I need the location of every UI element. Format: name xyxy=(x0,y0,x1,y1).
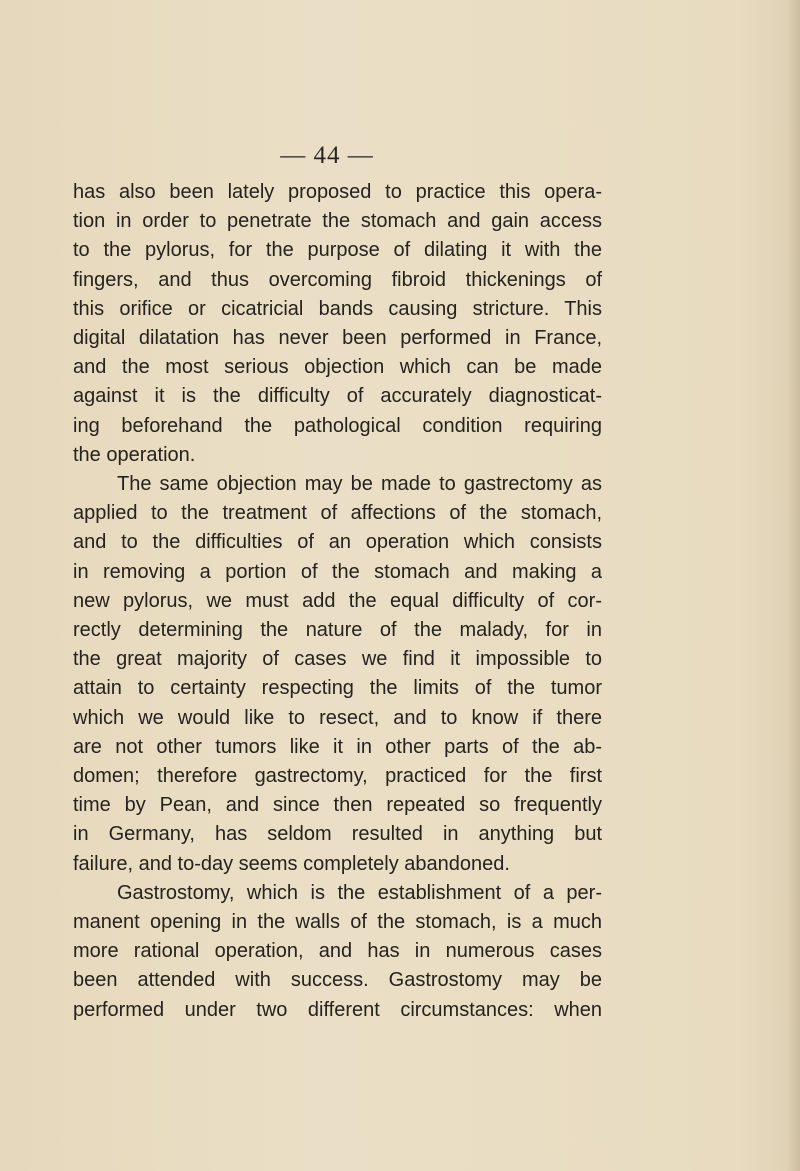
text-line: the operation. xyxy=(73,443,196,466)
text-line: been attended with success. Gastrostomy may be xyxy=(73,969,602,992)
text-line: manent opening in the walls of the stomach, is a much xyxy=(73,911,602,934)
text-line: performed under two different circumstances: when xyxy=(73,998,602,1021)
text-line: are not other tumors like it in other parts of the ab- xyxy=(73,735,602,758)
text-line: attain to certainty respecting the limits of the tumor xyxy=(73,677,602,700)
text-line: fingers, and thus overcoming fibroid thickenings of xyxy=(73,268,602,291)
text-line: in Germany, has seldom resulted in anything but xyxy=(73,823,602,846)
text-line: ing beforehand the pathological condition requiring xyxy=(73,414,602,437)
paragraph-2 xyxy=(73,470,602,879)
text-line: The same objection may be made to gastrectomy as xyxy=(117,473,602,496)
page-number: — 44 — xyxy=(280,142,374,169)
text-line: digital dilatation has never been performed in France, xyxy=(73,327,602,350)
paragraph-3 xyxy=(73,879,602,1025)
text-line: more rational operation, and has in numerous cases xyxy=(73,940,602,963)
paragraph-1 xyxy=(73,178,602,470)
text-line: against it is the difficulty of accurately diagnosticat- xyxy=(73,385,602,408)
text-line: in removing a portion of the stomach and making a xyxy=(73,560,602,583)
text-line: applied to the treatment of affections of the stomach, xyxy=(73,502,602,525)
text-line: new pylorus, we must add the equal difficulty of cor- xyxy=(73,589,602,612)
text-line: to the pylorus, for the purpose of dilating it with the xyxy=(73,239,602,262)
text-line: and to the difficulties of an operation which consists xyxy=(73,531,602,554)
text-line: failure, and to-day seems completely abandoned. xyxy=(73,852,510,875)
text-line: the great majority of cases we find it impossible to xyxy=(73,648,602,671)
text-line: which we would like to resect, and to know if there xyxy=(73,706,602,729)
text-line: Gastrostomy, which is the establishment of a per- xyxy=(117,881,602,904)
text-line: tion in order to penetrate the stomach and gain access xyxy=(73,210,602,233)
text-line: has also been lately proposed to practice this opera- xyxy=(73,181,602,203)
body-text xyxy=(73,178,602,1025)
text-line: this orifice or cicatricial bands causing stricture. This xyxy=(73,297,602,320)
text-line: and the most serious objection which can be made xyxy=(73,356,602,379)
text-line: time by Pean, and since then repeated so frequently xyxy=(73,794,602,817)
text-line: rectly determining the nature of the malady, for in xyxy=(73,619,602,642)
text-line: domen; therefore gastrectomy, practiced for the first xyxy=(73,765,602,788)
